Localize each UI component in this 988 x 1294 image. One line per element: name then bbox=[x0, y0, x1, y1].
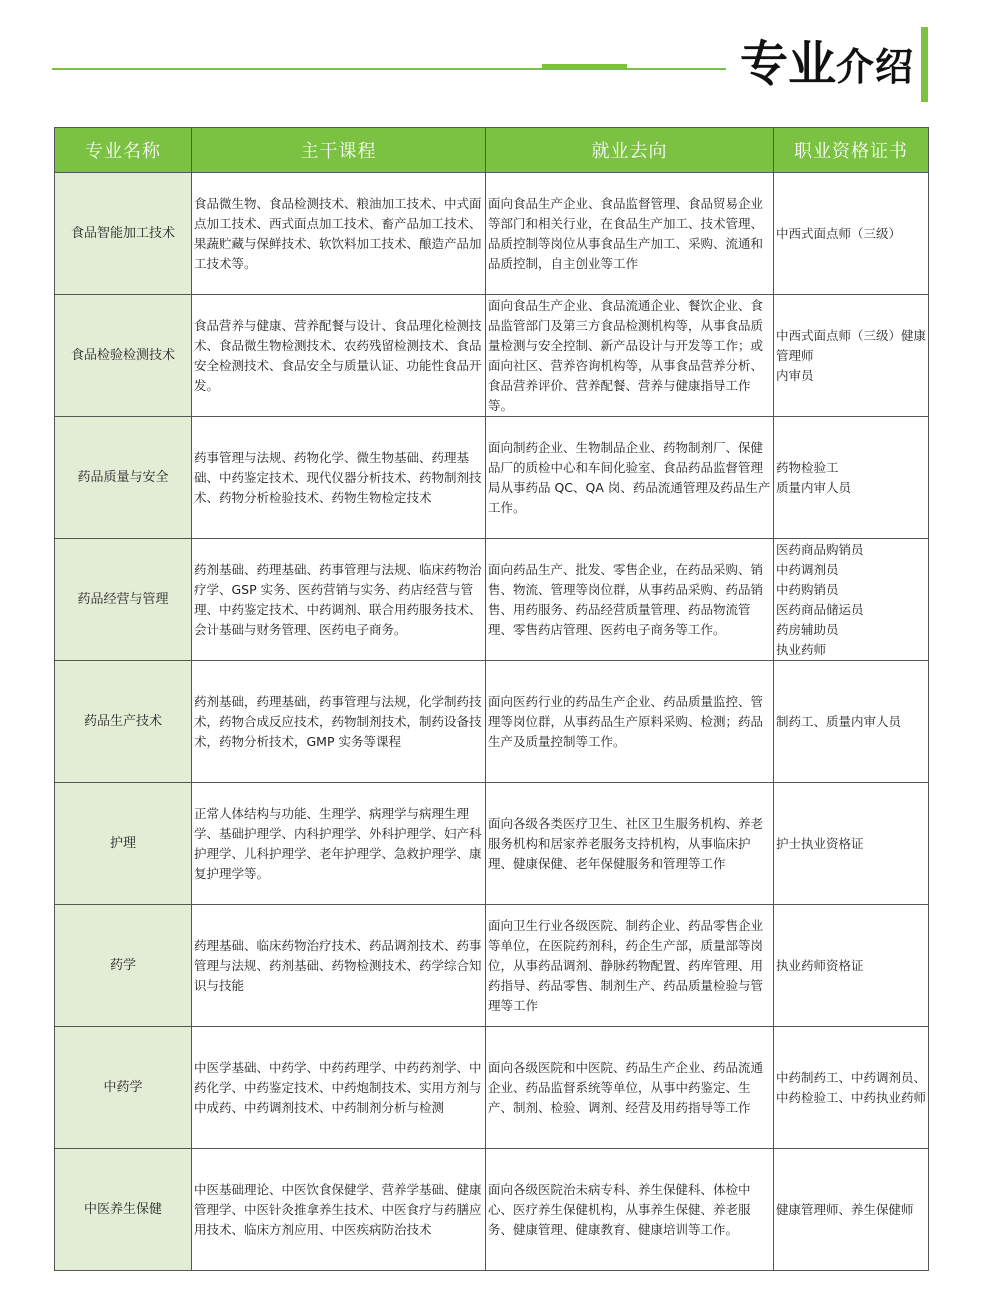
certificate-item: 中西式面点师（三级） bbox=[776, 225, 902, 241]
employment-cell: 面向各级医院和中医院、药品生产企业、药品流通企业、药品监督系统等单位，从事中药鉴定、生产、制剂、检验、调剂、经营及用药指导等工作 bbox=[486, 1027, 774, 1149]
courses-cell: 正常人体结构与功能、生理学、病理学与病理生理学、基础护理学、内科护理学、外科护理学、妇产科护理学、儿科护理学、老年护理学、急救护理学、康复护理学等。 bbox=[192, 783, 486, 905]
certificate-item: 内审员 bbox=[776, 367, 814, 383]
certificate-item: 健康管理师、养生保健师 bbox=[776, 1201, 914, 1217]
certificate-item: 质量内审人员 bbox=[776, 479, 852, 495]
certificates-cell bbox=[774, 295, 929, 417]
page-title-sub: 介绍 bbox=[836, 45, 915, 89]
employment-cell: 面向食品生产企业、食品监督管理、食品贸易企业等部门和相关行业，在食品生产加工、技术管理、品质控制等岗位从事食品生产加工、采购、流通和品质控制，自主创业等工作 bbox=[486, 173, 774, 295]
courses-cell: 药事管理与法规、药物化学、微生物基础、药理基础、中药鉴定技术、现代仪器分析技术、药物制剂技术、药物分析检验技术、药物生物检定技术 bbox=[192, 417, 486, 539]
major-name-cell: 药品生产技术 bbox=[55, 661, 192, 783]
certificate-item: 执业药师资格证 bbox=[776, 957, 864, 973]
certificate-item: 医药商品购销员 bbox=[776, 541, 864, 557]
major-name-cell: 药品质量与安全 bbox=[55, 417, 192, 539]
employment-cell: 面向各级医院治未病专科、养生保健科、体检中心、医疗养生保健机构，从事养生保健、养老服务、健康管理、健康教育、健康培训等工作。 bbox=[486, 1149, 774, 1271]
certificate-item: 制药工、质量内审人员 bbox=[776, 713, 902, 729]
table-row bbox=[55, 1149, 929, 1271]
employment-cell: 面向食品生产企业、食品流通企业、餐饮企业、食品监管部门及第三方食品检测机构等，从事食品质量检测与安全控制、新产品设计与开发等工作；或面向社区、营养咨询机构等，从事食品营养分析、食品营养评价、营养配餐、营养与健康指导工作等。 bbox=[486, 295, 774, 417]
major-name-cell: 药品经营与管理 bbox=[55, 539, 192, 661]
certificates-cell bbox=[774, 661, 929, 783]
certificate-item: 中药制药工、中药调剂员、中药检验工、中药执业药师 bbox=[776, 1069, 927, 1105]
header-divider-accent bbox=[542, 64, 627, 70]
certificate-item: 执业药师 bbox=[776, 641, 827, 657]
table-row bbox=[55, 173, 929, 295]
certificates-cell bbox=[774, 783, 929, 905]
column-header-major-name: 专业名称 bbox=[55, 128, 192, 173]
certificates-cell bbox=[774, 905, 929, 1027]
table-row bbox=[55, 661, 929, 783]
employment-cell: 面向卫生行业各级医院、制药企业、药品零售企业等单位，在医院药剂科，药企生产部，质量部等岗位，从事药品调剂、静脉药物配置、药库管理、用药指导、药品零售、制剂生产、药品质量检验与管理等工作 bbox=[486, 905, 774, 1027]
major-name-cell: 食品检验检测技术 bbox=[55, 295, 192, 417]
courses-cell: 食品营养与健康、营养配餐与设计、食品理化检测技术、食品微生物检测技术、农药残留检测技术、食品安全检测技术、食品安全与质量认证、功能性食品开发。 bbox=[192, 295, 486, 417]
certificates-cell bbox=[774, 173, 929, 295]
courses-cell: 中医学基础、中药学、中药药理学、中药药剂学、中药化学、中药鉴定技术、中药炮制技术、实用方剂与中成药、中药调剂技术、中药制剂分析与检测 bbox=[192, 1027, 486, 1149]
courses-cell: 药剂基础，药理基础，药事管理与法规，化学制药技术，药物合成反应技术，药物制剂技术，制药设备技术，药物分析技术，GMP 实务等课程 bbox=[192, 661, 486, 783]
page-title bbox=[740, 34, 914, 94]
certificate-item: 医药商品储运员 bbox=[776, 601, 864, 617]
courses-cell: 药理基础、临床药物治疗技术、药品调剂技术、药事管理与法规、药剂基础、药物检测技术、药学综合知识与技能 bbox=[192, 905, 486, 1027]
certificates-cell bbox=[774, 539, 929, 661]
employment-cell: 面向各级各类医疗卫生、社区卫生服务机构、养老服务机构和居家养老服务支持机构，从事临床护理、健康保健、老年保健服务和管理等工作 bbox=[486, 783, 774, 905]
major-name-cell: 中药学 bbox=[55, 1027, 192, 1149]
table-header-row bbox=[55, 128, 929, 173]
table-row bbox=[55, 905, 929, 1027]
employment-cell: 面向医药行业的药品生产企业、药品质量监控、管理等岗位群，从事药品生产原料采购、检测；药品生产及质量控制等工作。 bbox=[486, 661, 774, 783]
major-name-cell: 食品智能加工技术 bbox=[55, 173, 192, 295]
employment-cell: 面向制药企业、生物制品企业、药物制剂厂、保健品厂的质检中心和车间化验室、食品药品监督管理局从事药品 QC、QA 岗、药品流通管理及药品生产工作。 bbox=[486, 417, 774, 539]
table-row bbox=[55, 417, 929, 539]
courses-cell: 食品微生物、食品检测技术、粮油加工技术、中式面点加工技术、西式面点加工技术、畜产品加工技术、果蔬贮藏与保鲜技术、软饮料加工技术、酿造产品加工技术等。 bbox=[192, 173, 486, 295]
employment-cell: 面向药品生产、批发、零售企业，在药品采购、销售、物流、管理等岗位群，从事药品采购、药品销售、用药服务、药品经营质量管理、药品物流管理、零售药店管理、医药电子商务等工作。 bbox=[486, 539, 774, 661]
certificates-cell bbox=[774, 1149, 929, 1271]
major-name-cell: 护理 bbox=[55, 783, 192, 905]
courses-cell: 中医基础理论、中医饮食保健学、营养学基础、健康管理学、中医针灸推拿养生技术、中医食疗与药膳应用技术、临床方剂应用、中医疾病防治技术 bbox=[192, 1149, 486, 1271]
courses-cell: 药剂基础、药理基础、药事管理与法规、临床药物治疗学、GSP 实务、医药营销与实务、药店经营与管理、中药鉴定技术、中药调剂、联合用药服务技术、会计基础与财务管理、医药电子商务。 bbox=[192, 539, 486, 661]
certificate-item: 护士执业资格证 bbox=[776, 835, 864, 851]
certificate-item: 中药购销员 bbox=[776, 581, 839, 597]
table-body bbox=[55, 173, 929, 1271]
header-accent-bar bbox=[921, 27, 928, 102]
column-header-courses: 主干课程 bbox=[192, 128, 486, 173]
certificate-item: 药房辅助员 bbox=[776, 621, 839, 637]
certificate-item: 中西式面点师（三级）健康管理师 bbox=[776, 327, 927, 363]
certificates-cell bbox=[774, 417, 929, 539]
certificate-item: 中药调剂员 bbox=[776, 561, 839, 577]
certificates-cell bbox=[774, 1027, 929, 1149]
majors-table bbox=[54, 127, 929, 1271]
column-header-employment: 就业去向 bbox=[486, 128, 774, 173]
table-row bbox=[55, 295, 929, 417]
page-title-main: 专业 bbox=[740, 36, 837, 92]
table-row bbox=[55, 1027, 929, 1149]
major-name-cell: 中医养生保健 bbox=[55, 1149, 192, 1271]
table-row bbox=[55, 783, 929, 905]
table-row bbox=[55, 539, 929, 661]
certificate-item: 药物检验工 bbox=[776, 459, 839, 475]
major-name-cell: 药学 bbox=[55, 905, 192, 1027]
column-header-certificates: 职业资格证书 bbox=[774, 128, 929, 173]
